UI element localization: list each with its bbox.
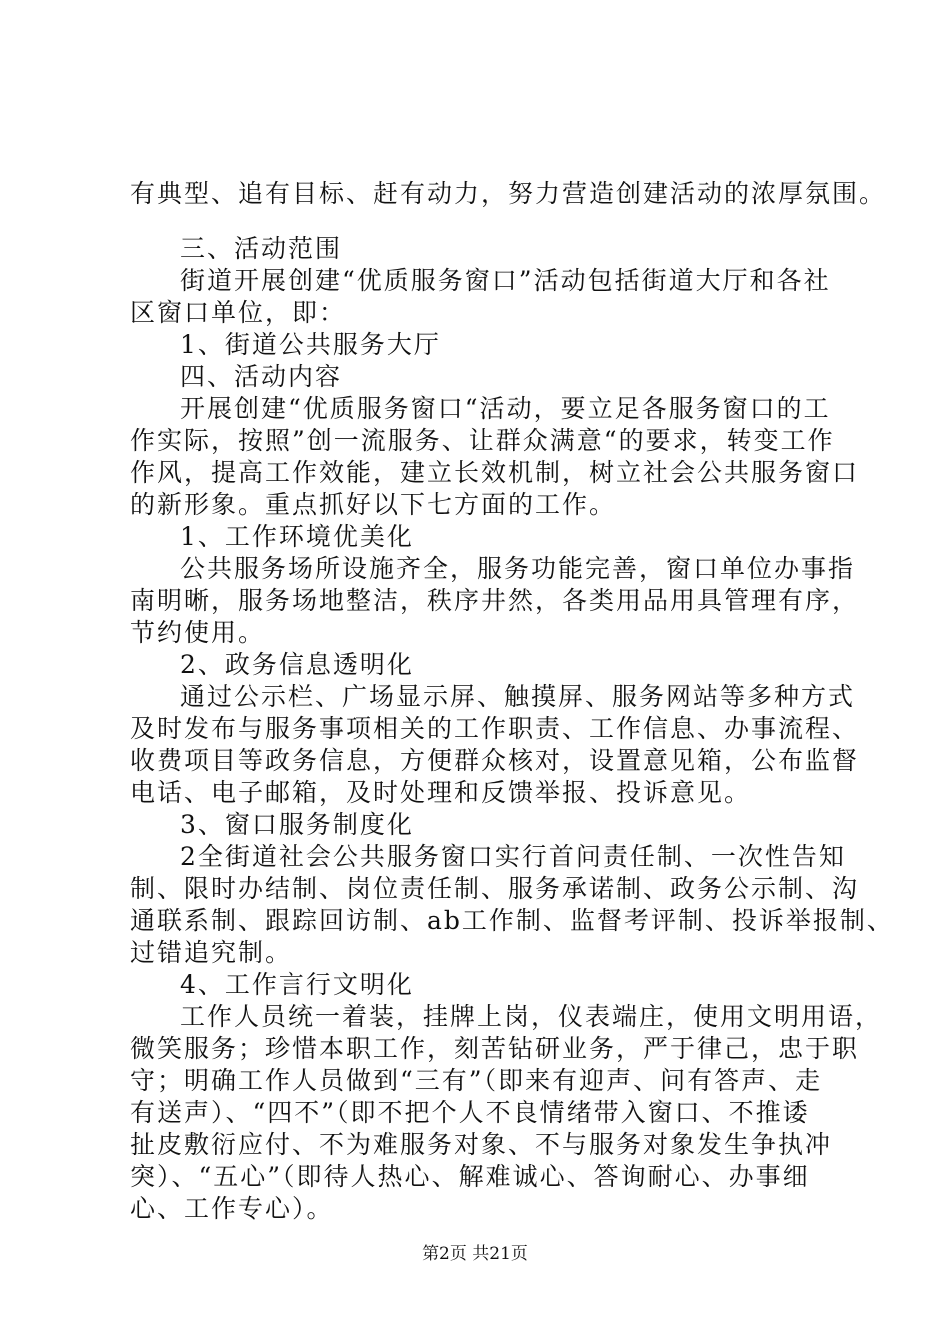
paragraph-line: 街道开展创建“优质服务窗口”活动包括街道大厅和各社	[180, 266, 831, 295]
paragraph-line: 开展创建“优质服务窗口“活动，要立足各服务窗口的工	[180, 394, 831, 423]
paragraph-line: 节约使用。	[130, 618, 266, 647]
paragraph-line: 突）、“五心”（即待人热心、解难诚心、答询耐心、办事细	[130, 1162, 810, 1191]
list-item: 1、街道公共服务大厅	[180, 330, 441, 359]
paragraph-line: 通联系制、跟踪回访制、ab工作制、监督考评制、投诉举报制、	[130, 906, 894, 935]
paragraph-line: 通过公示栏、广场显示屏、触摸屏、服务网站等多种方式	[180, 682, 856, 711]
paragraph-line: 及时发布与服务事项相关的工作职责、工作信息、办事流程、	[130, 714, 860, 743]
paragraph-line: 公共服务场所设施齐全，服务功能完善，窗口单位办事指	[180, 554, 856, 583]
paragraph-line: 过错追究制。	[130, 938, 293, 967]
paragraph-line: 作风，提高工作效能，建立长效机制，树立社会公共服务窗口	[130, 458, 860, 487]
paragraph-line: 有典型、追有目标、赶有动力，努力营造创建活动的浓厚氛围。	[130, 179, 887, 208]
paragraph-line: 的新形象。重点抓好以下七方面的工作。	[130, 490, 617, 519]
section-heading: 四、活动内容	[180, 362, 343, 391]
paragraph-line: 作实际，按照”创一流服务、让群众满意“的要求，转变工作	[130, 426, 835, 455]
paragraph-line: 2全街道社会公共服务窗口实行首问责任制、一次性告知	[180, 842, 846, 871]
subsection-heading: 4、工作言行文明化	[180, 970, 414, 999]
paragraph-line: 微笑服务；珍惜本职工作，刻苦钻研业务，严于律己，忠于职	[130, 1034, 860, 1063]
paragraph-line: 电话、电子邮箱，及时处理和反馈举报、投诉意见。	[130, 778, 752, 807]
subsection-heading: 1、工作环境优美化	[180, 522, 414, 551]
paragraph-line: 有送声）、“四不”（即不把个人不良情绪带入窗口、不推诿	[130, 1098, 810, 1127]
paragraph-line: 心、工作专心）。	[130, 1194, 334, 1223]
paragraph-line: 守；明确工作人员做到“三有”（即来有迎声、问有答声、走	[130, 1066, 823, 1095]
subsection-heading: 3、窗口服务制度化	[180, 810, 414, 839]
paragraph-line: 南明晰，服务场地整洁，秩序井然，各类用品用具管理有序，	[130, 586, 860, 615]
paragraph-line: 区窗口单位，即：	[130, 298, 347, 327]
page-number: 第2页 共21页	[422, 1244, 528, 1264]
paragraph-line: 收费项目等政务信息，方便群众核对，设置意见箱，公布监督	[130, 746, 860, 775]
paragraph-line: 工作人员统一着装，挂牌上岗，仪表端庄，使用文明用语，	[180, 1002, 883, 1031]
section-heading: 三、活动范围	[180, 234, 343, 263]
paragraph-line: 扯皮敷衍应付、不为难服务对象、不与服务对象发生争执冲	[130, 1130, 833, 1159]
paragraph-line: 制、限时办结制、岗位责任制、服务承诺制、政务公示制、沟	[130, 874, 860, 903]
subsection-heading: 2、政务信息透明化	[180, 650, 414, 679]
